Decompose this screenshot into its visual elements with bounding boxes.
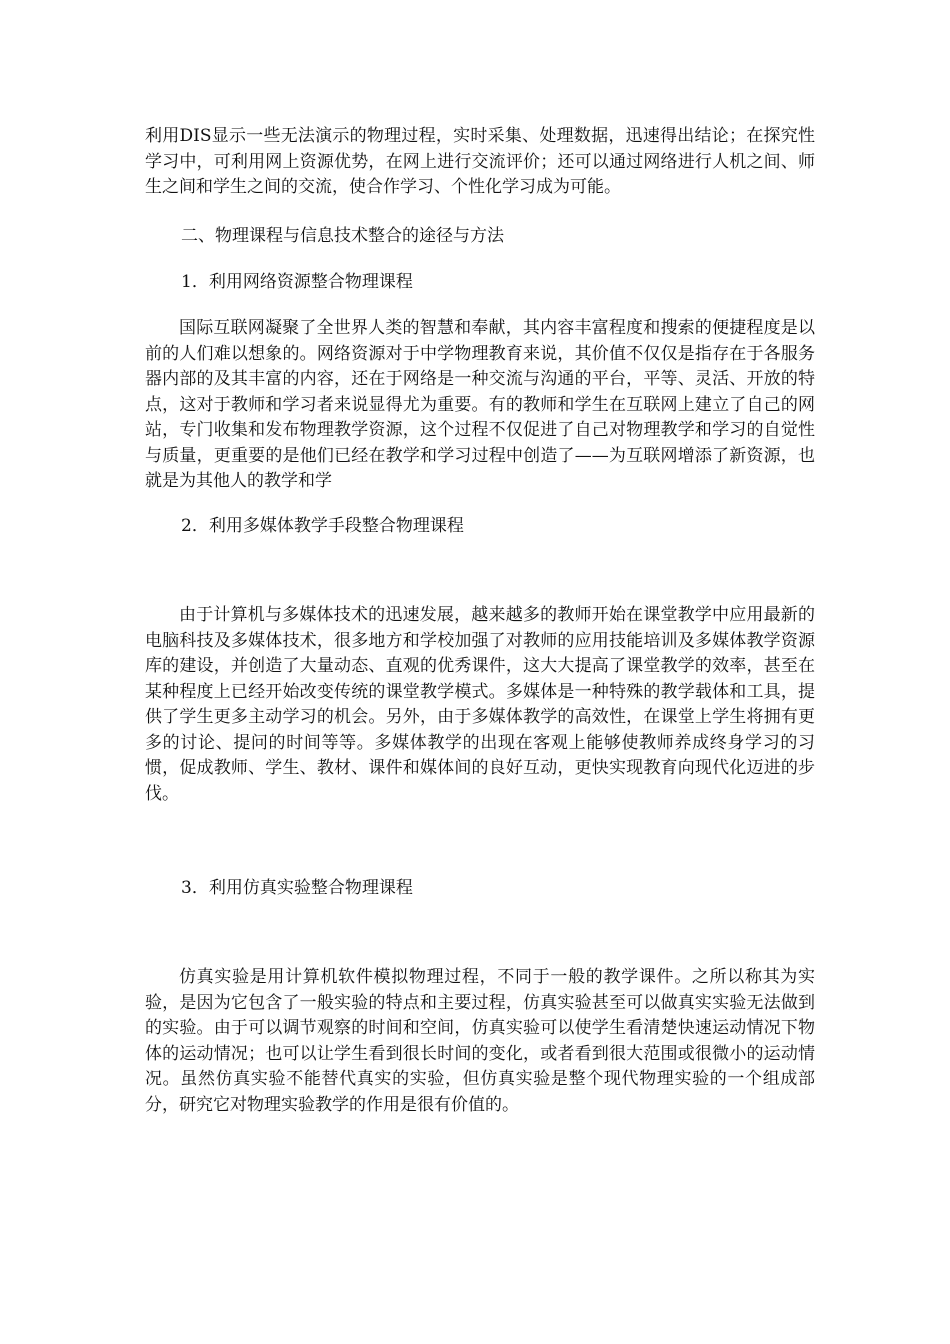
subsection-3-heading: 3．利用仿真实验整合物理课程 [181, 878, 413, 898]
network-resources-paragraph: 国际互联网凝聚了全世界人类的智慧和奉献，其内容丰富程度和搜索的便捷程度是以前的人们难以想象的。网络资源对于中学物理教育来说，其价值不仅仅是指存在于各服务器内部的及其丰富的内容，还在于网络是一种交流与沟通的平台，平等、灵活、开放的特点，这对于教师和学习者来说显得尤为重要。有的教师和学生在互联网上建立了自己的网站，专门收集和发布物理教学资源，这个过程不仅促进了自己对物理教学和学习的自觉性与质量，更重要的是他们已经在教学和学习过程中创造了——为互联网增添了新资源，也就是为其他人的教学和学 [145, 318, 815, 491]
subsection-1-heading: 1．利用网络资源整合物理课程 [181, 272, 413, 292]
simulation-paragraph: 仿真实验是用计算机软件模拟物理过程，不同于一般的教学课件。之所以称其为实验，是因为它包含了一般实验的特点和主要过程，仿真实验甚至可以做真实实验无法做到的实验。由于可以调节观察的时间和空间，仿真实验可以使学生看清楚快速运动情况下物体的运动情况；也可以让学生看到很长时间的变化，或者看到很大范围或很微小的运动情况。虽然仿真实验不能替代真实的实验，但仿真实验是整个现代物理实验的一个组成部分，研究它对物理实验教学的作用是很有价值的。 [145, 967, 815, 1115]
subsection-2-heading: 2．利用多媒体教学手段整合物理课程 [181, 516, 464, 536]
intro-paragraph: 利用DIS显示一些无法演示的物理过程，实时采集、处理数据，迅速得出结论；在探究性学习中，可利用网上资源优势，在网上进行交流评价；还可以通过网络进行人机之间、师生之间和学生之间的交流，使合作学习、个性化学习成为可能。 [145, 126, 815, 197]
multimedia-paragraph: 由于计算机与多媒体技术的迅速发展，越来越多的教师开始在课堂教学中应用最新的电脑科技及多媒体技术，很多地方和学校加强了对教师的应用技能培训及多媒体教学资源库的建设，并创造了大量动态、直观的优秀课件，这大大提高了课堂教学的效率，甚至在某种程度上已经开始改变传统的课堂教学模式。多媒体是一种特殊的教学载体和工具，提供了学生更多主动学习的机会。另外，由于多媒体教学的高效性，在课堂上学生将拥有更多的讨论、提问的时间等等。多媒体教学的出现在客观上能够使教师养成终身学习的习惯，促成教师、学生、教材、课件和媒体间的良好互动，更快实现教育向现代化迈进的步伐。 [145, 605, 815, 804]
section-two-heading: 二、物理课程与信息技术整合的途径与方法 [181, 226, 504, 246]
